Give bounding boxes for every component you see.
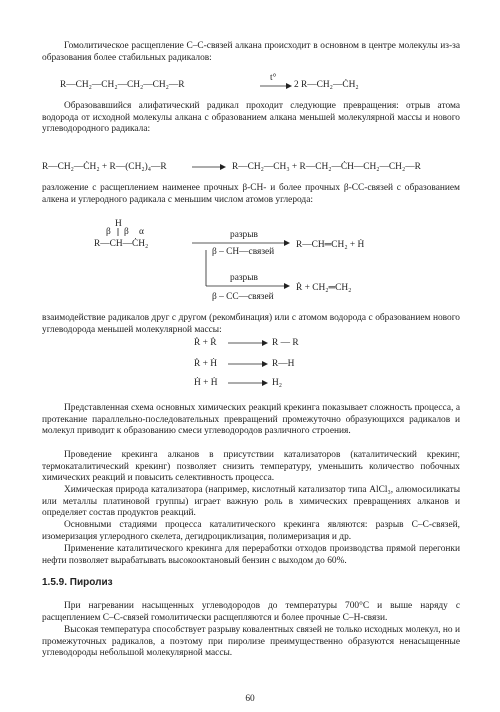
- scheme-sub-1: β – CH—связей: [212, 247, 275, 257]
- scheme-label-1: разрыв: [230, 230, 258, 240]
- scheme-beta-1: β: [106, 227, 111, 237]
- intro-paragraph: Гомолитическое расщепление С–С-связей алкана происходит в основном в центре молекулы из-за образования более стабильных радикалов:: [42, 41, 460, 63]
- equation-1-right: 2 R—CH₂—ĊH₂: [294, 80, 359, 90]
- scheme-start-molecule: R—CH—ĊH₂: [94, 239, 149, 249]
- scheme-product-2: Ṙ + CH₂═CH₂: [296, 283, 352, 293]
- paragraph-cracking-application: Применение каталитического крекинга для переработки отходов производства прямой перегонки нефти позволяет вырабатывать высокооктановый бензин с выходом до 60%.: [42, 544, 460, 566]
- recomb-1-right: R — R: [272, 338, 299, 348]
- paragraph-cracking-stages: Основными стадиями процесса каталитического крекинга являются: разрыв С–С-связей, изомеризация углеродного скелета, дегидроциклизация, полимеризация и др.: [42, 520, 460, 542]
- equation-2-left: R—CH₂—ĊH₂ + R—(CH₂)₄—R: [42, 162, 167, 172]
- paragraph-catalyst-nature: Химическая природа катализатора (например, кислотный катализатор типа AlCl₃, алюмосиликаты или металлы платиновой группы) играет важную роль в химических превращениях алканов и определяет состав продуктов реакций.: [42, 485, 460, 519]
- page-number: 60: [245, 694, 255, 704]
- equation-2-right: R—CH₂—CH₃ + R—CH₂—ĊH—CH₂—CH₂—R: [232, 162, 421, 172]
- recomb-3-right: H₂: [272, 378, 283, 388]
- equation-1-left: R—CH₂—CH₂—CH₂—CH₂—R: [60, 80, 185, 90]
- paragraph-scheme-summary: Представленная схема основных химических реакций крекинга показывает сложность процесса, а протекание параллельно-последовательных превращений промежуточно образующихся радикалов и молекул приводит к образованию смеси углеводородов различного строения.: [42, 403, 460, 437]
- section-heading: 1.5.9. Пиролиз: [42, 577, 113, 588]
- paragraph-recombination: взаимодействие радикалов друг с другом (рекомбинация) или с атомом водорода с образованием нового углеводорода меньшей молекулярной массы:: [42, 313, 460, 335]
- equation-1-condition: t°: [270, 73, 277, 83]
- recomb-1-left: Ṙ + Ṙ: [194, 338, 217, 348]
- scheme-sub-2: β – CC—связей: [212, 292, 274, 302]
- recomb-2-left: Ṙ + Ḣ: [194, 359, 217, 369]
- scheme-label-2: разрыв: [230, 273, 258, 283]
- paragraph-pyrolysis-heating: При нагревании насыщенных углеводородов до температуры 700°С и выше наряду с расщеплением С–С-связей гомолитически расщепляются и более прочные С–Н-связи.: [42, 601, 460, 623]
- recomb-3-left: Ḣ + Ḣ: [194, 378, 218, 388]
- paragraph-pyrolysis-temperature: Высокая температура способствует разрыву ковалентных связей не только исходных молекул, но и промежуточных радикалов, а поэтому при пиролизе преимущественно образуются ненасыщенные углеводороды небольшой молекулярной массы.: [42, 625, 460, 659]
- recomb-2-right: R—H: [272, 359, 295, 369]
- paragraph-catalytic-cracking: Проведение крекинга алканов в присутствии катализаторов (каталитический крекинг, термокаталитический крекинг) позволяет снизить температуру, уменьшить количество побочных химических реакций и повысить селективность процесса.: [42, 450, 460, 484]
- scheme-beta-2: β: [124, 227, 129, 237]
- scheme-alpha: α: [139, 227, 144, 237]
- paragraph-radical-transformations: Образовавшийся алифатический радикал проходит следующие превращения: отрыв атома водорода от исходной молекулы алкана с образованием алкана меньшей молекулярной массы и нового углеводородного радикала:: [42, 101, 460, 135]
- scheme-product-1: R—CH═CH₂ + Ḣ: [296, 240, 365, 250]
- paragraph-decomposition: разложение с расщеплением наименее прочных β-CH- и более прочных β-CC-связей с образованием алкена и углеродного радикала с меньшим числом атомов углерода:: [42, 183, 460, 205]
- scheme-h-top: H: [115, 219, 122, 229]
